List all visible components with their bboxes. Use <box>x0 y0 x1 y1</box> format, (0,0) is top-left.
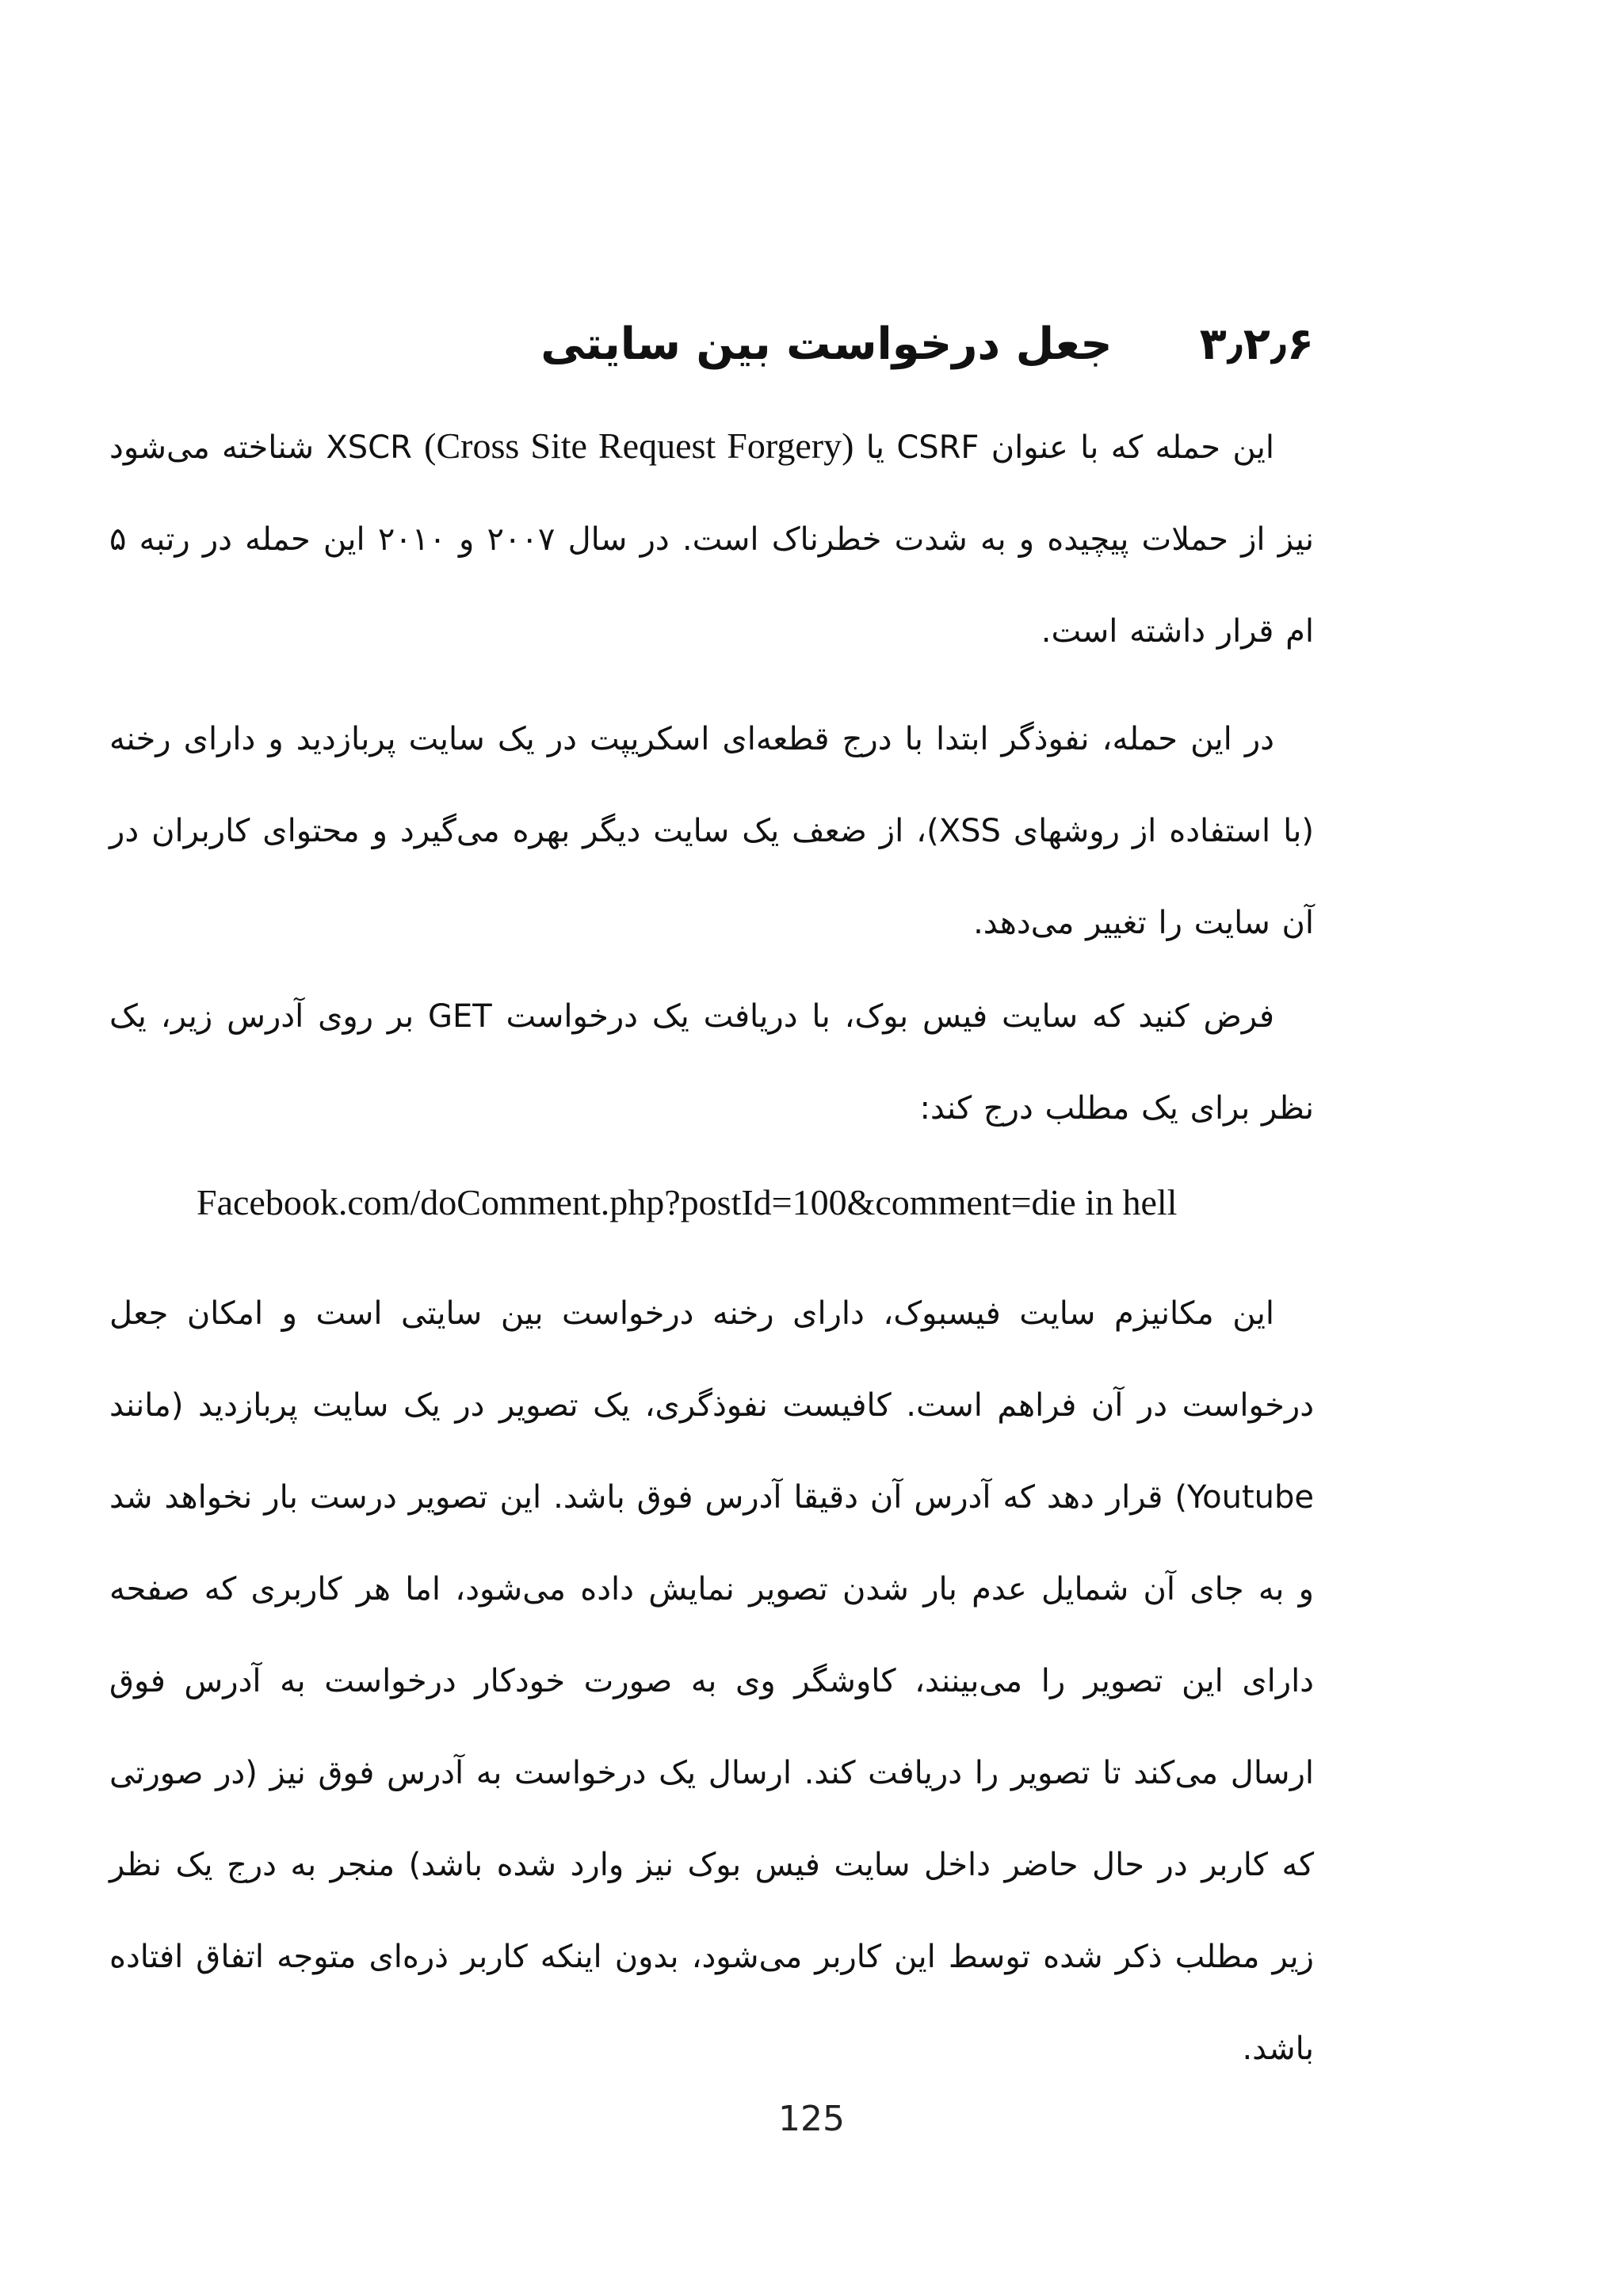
section-title: جعل درخواست بین سایتی <box>540 318 1113 370</box>
section-number: ۳٫۲٫۶ <box>1199 318 1314 370</box>
paragraph-attack-description-text: در این حمله، نفوذگر ابتدا با درج قطعه‌ای اسکریپت در یک سایت پربازدید و دارای رخنه (با استفاده از روشهای XSS)، از ضعف یک سایت دیگر بهره می‌گیرد و محتوای کاربران در آن سایت را تغییر می‌دهد. <box>109 721 1315 941</box>
paragraph-csrf-intro-part1: این حمله که با عنوان CSRF یا XSCR <box>326 429 1275 466</box>
paragraph-csrf-intro-part2: شناخته می‌شود نیز از حملات پیچیده و به شدت خطرناک است. در سال ۲۰۰۷ و ۲۰۱۰ این حمله در رتبه ۵ ام قرار داشته است. <box>109 429 1315 650</box>
section-heading <box>284 313 1314 376</box>
paragraph-facebook-example <box>109 971 1314 1154</box>
paragraph-mechanism-explanation-text: این مکانیزم سایت فیسبوک، دارای رخنه درخواست بین سایتی است و امکان جعل درخواست در آن فراهم است. کافیست نفوذگری، یک تصویر در یک سایت پربازدید (مانند Youtube) قرار دهد که آدرس آن دقیقا آدرس فوق باشد. این تصویر درست بار نخواهد شد و به جای آن شمایل عدم بار شدن تصویر نمایش داده می‌شود، اما هر کاربری که صفحه دارای این تصویر را می‌بینند، کاوشگر وی به صورت خودکار درخواست به آدرس فوق ارسال می‌کند تا تصویر را دریافت کند. ارسال یک درخواست به آدرس فوق نیز (در صورتی که کاربر در حال حاضر داخل سایت فیس بوک نیز وارد شده باشد) منجر به درج یک نظر زیر مطلب ذکر شده توسط این کاربر می‌شود، بدون اینکه کاربر ذره‌ای متوجه اتفاق افتاده باشد. <box>109 1295 1314 2067</box>
paragraph-attack-description <box>109 693 1314 969</box>
paragraph-csrf-intro <box>109 400 1314 677</box>
paragraph-csrf-intro-latin: (Cross Site Request Forgery) <box>424 425 854 466</box>
paragraph-facebook-example-text: فرض کنید که سایت فیس بوک، با دریافت یک درخواست GET بر روی آدرس زیر، یک نظر برای یک مطلب درج کند: <box>109 998 1314 1127</box>
example-url: Facebook.com/doComment.php?postId=100&comment=die in hell <box>197 1182 1178 1222</box>
page-number: 125 <box>778 2099 845 2139</box>
paragraph-mechanism-explanation <box>109 1268 1314 2095</box>
